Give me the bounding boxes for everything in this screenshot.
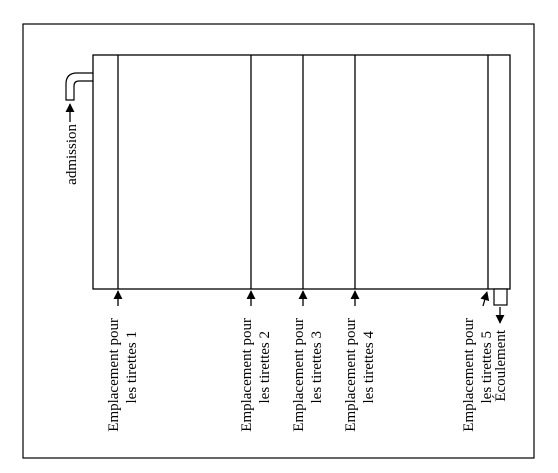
slot-label-3-line2: les tirettes 3	[309, 331, 325, 404]
slot-label-1-line2: les tirettes 1	[124, 331, 140, 404]
channel-box	[93, 55, 510, 289]
slot-label-2-line1: Emplacement pour	[239, 318, 255, 432]
slot-label-2-line2: les tirettes 2	[257, 331, 273, 404]
inlet-pipe	[66, 73, 93, 100]
slot-label-4-line1: Emplacement pour	[343, 318, 359, 432]
outlet-pipe	[494, 289, 507, 305]
slot-label-3-line1: Emplacement pour	[291, 318, 307, 432]
slot-label-5	[461, 318, 495, 432]
slot-arrow-5	[483, 292, 487, 306]
slot-label-5-line2: les tirettes 5	[479, 331, 495, 404]
slot-label-5-line1: Emplacement pour	[461, 318, 477, 432]
slot-label-1-line1: Emplacement pour	[106, 318, 122, 432]
slot-label-1	[106, 318, 140, 432]
slot-label-2	[239, 318, 273, 432]
outlet-label: Écoulement	[493, 330, 509, 402]
slot-label-4-line2: les tirettes 4	[361, 331, 377, 404]
outer-frame	[23, 24, 534, 458]
slot-label-3	[291, 318, 325, 432]
inlet-label: admission	[64, 124, 80, 185]
slot-label-4	[343, 318, 377, 432]
